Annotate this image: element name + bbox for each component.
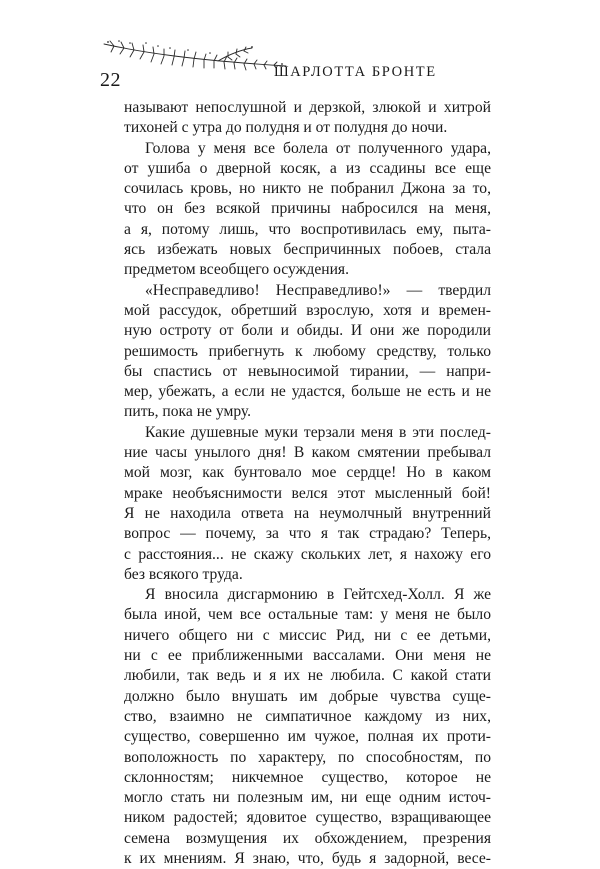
text-line: мой рассудок, обретший взрослую, хотя и времен- [124, 301, 491, 319]
text-line: Голова у меня все болела от полученного удара, [145, 139, 491, 157]
text-line: тихоней с утра до полудня и от полудня до ночи. [124, 119, 448, 137]
page-number: 22 [100, 69, 121, 91]
text-line: воположность по характеру, по способностям, по [124, 748, 491, 766]
text-line: «Несправедливо! Несправедливо!» — твердил [145, 281, 491, 299]
text-line: существо, совершенно им чужое, полная их проти- [124, 728, 491, 746]
fern-branch-ornament-icon [100, 38, 290, 78]
text-line: называют непослушной и дерзкой, злюкой и хитрой [124, 99, 491, 116]
text-line: склонностям; никчемное существо, которое не [124, 768, 491, 786]
text-line: без всякого труда. [124, 565, 243, 583]
page-header [0, 0, 600, 100]
text-line: бы спастись от невыносимой тирании, — напри- [124, 362, 491, 380]
text-line: Какие душевные муки терзали меня в эти послед- [145, 423, 491, 441]
text-line: от ушиба о дверной косяк, а из ссадины все еще [124, 159, 491, 177]
text-line: ничего общего ни с миссис Рид, ни с ее детьми, [124, 626, 491, 644]
text-line: а я, потому лишь, что воспротивилась ему, пыта- [124, 220, 491, 238]
running-head: ШАРЛОТТА БРОНТЕ [274, 64, 437, 80]
text-line: мер, убежать, а если не удастся, больше не есть и не [124, 383, 491, 401]
text-line: к их мнениям. Я знаю, что, будь я задорной, весе- [124, 849, 491, 867]
text-line: сочилась кровь, но никто не побранил Джона за то, [124, 180, 491, 198]
text-line: была иной, чем все остальные там: у меня не было [124, 606, 491, 624]
text-line: что он без всякой причины набросился на меня, [124, 200, 491, 218]
body-text [124, 98, 491, 869]
text-line: пить, пока не умру. [124, 403, 252, 421]
text-line: ясь избежать новых беспричинных побоев, стала [124, 241, 491, 259]
text-line: мой мозг, как бунтовало мое сердце! Но в каком [124, 464, 491, 482]
text-line: предметом всеобщего осуждения. [124, 261, 350, 279]
text-line: ство, взаимно не симпатичное каждому из них, [124, 707, 491, 725]
text-line: Я вносила дисгармонию в Гейтсхед-Холл. Я же [145, 586, 491, 604]
text-line: ни с ее приближенными вассалами. Они меня не [124, 647, 491, 665]
text-line: с расстояния... не скажу скольких лет, я нахожу его [124, 545, 491, 563]
text-line: мраке необъяснимости велся этот мысленный бой! [124, 484, 491, 502]
text-line: решимость прибегнуть к любому средству, только [124, 342, 491, 360]
text-line: Я не находила ответа на неумолчный внутренний [124, 504, 491, 522]
text-line: семена возмущения их обхождением, презрения [124, 829, 491, 847]
text-line: ником радостей; ядовитое существо, взращивающее [124, 809, 491, 827]
text-line: должно было внушать им добрые чувства суще- [124, 687, 491, 705]
text-line: вопрос — почему, за что я так страдаю? Теперь, [124, 525, 491, 543]
text-line: могло стать ни полезным им, ни еще одним источ- [124, 789, 491, 807]
text-line: ние часы унылого дня! В каком смятении пребывал [124, 444, 491, 462]
text-line: ную остроту от боли и обиды. И они же породили [124, 322, 491, 340]
text-line: любили, так ведь и я их не любила. С какой стати [124, 667, 491, 685]
